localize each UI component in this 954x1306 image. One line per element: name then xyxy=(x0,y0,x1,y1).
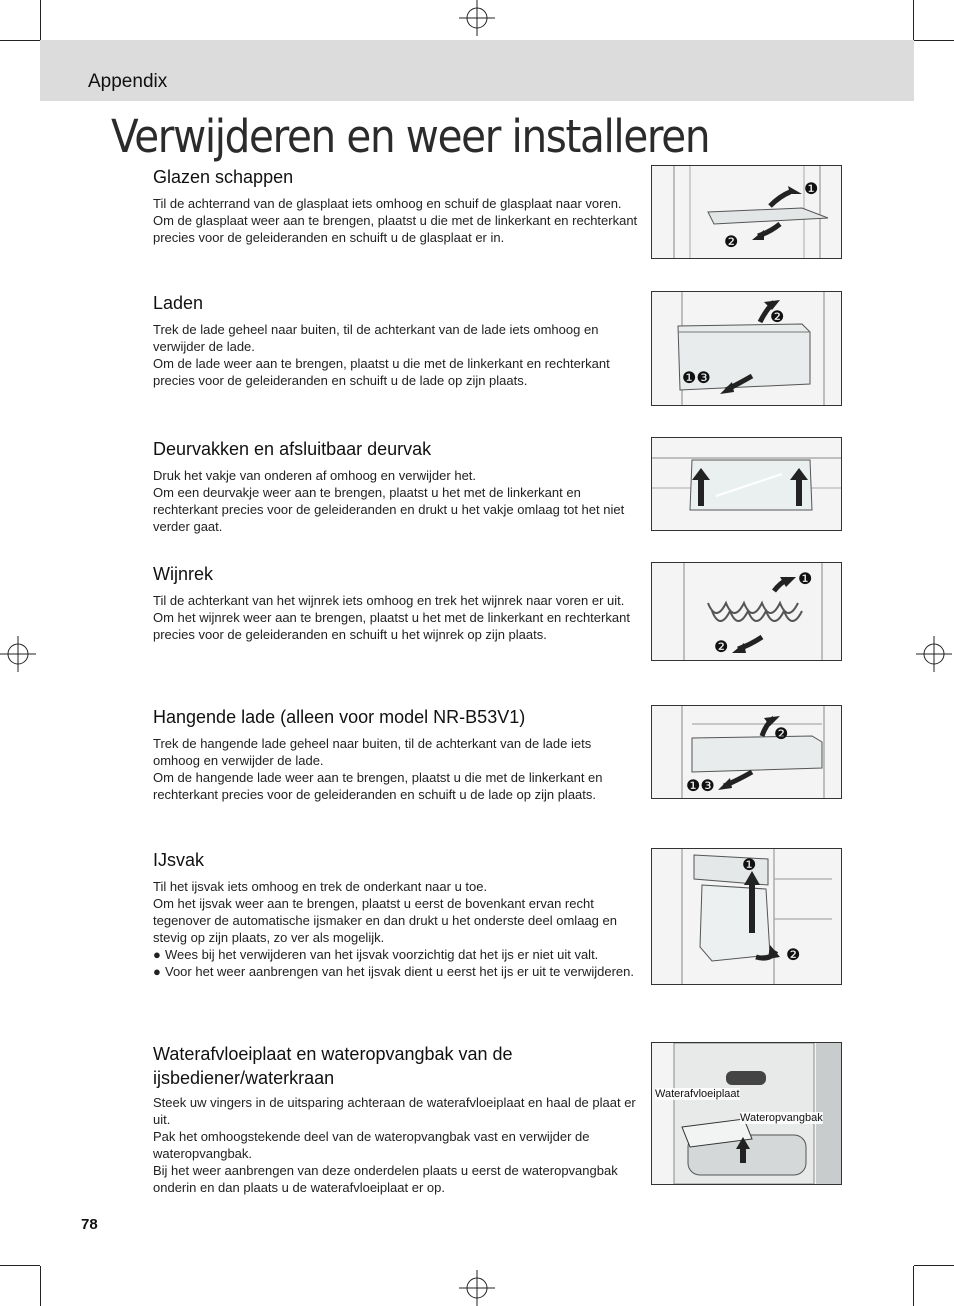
step-marker: ❷ xyxy=(786,947,801,964)
step-marker: ❷ xyxy=(770,309,785,326)
section-paragraph: Til het ijsvak iets omhoog en trek de onderkant naar u toe. xyxy=(153,879,488,894)
section-paragraph: Om de lade weer aan te brengen, plaatst u die met de linkerkant en rechterkant precies voor de geleideranden en schuift u de lade op zijn plaats. xyxy=(153,356,610,388)
registration-mark-left xyxy=(0,636,36,672)
step-marker: ❶ xyxy=(798,571,813,588)
page-title: Verwijderen en weer installeren xyxy=(111,110,710,163)
step-marker: ❷ xyxy=(724,234,739,251)
crop-mark xyxy=(0,1265,40,1266)
section-heading: IJsvak xyxy=(153,850,205,870)
figure-glass-shelf xyxy=(651,165,842,259)
bullet-symbol: ● xyxy=(153,964,161,979)
step-marker: ❷ xyxy=(774,726,789,743)
bullet-item xyxy=(153,946,641,963)
section-paragraph: Om het wijnrek weer aan te brengen, plaatst u het met de linkerkant en rechterkant precies voor de geleideranden en schuift u het wijnrek op zijn plaats. xyxy=(153,610,630,642)
section-heading: Wijnrek xyxy=(153,564,214,584)
figure-wine-rack xyxy=(651,562,842,661)
figure-label-waterafvloeiplaat: Waterafvloeiplaat xyxy=(655,1088,740,1100)
section-paragraph: Pak het omhoogstekende deel van de wateropvangbak vast en verwijder de wateropvangbak. xyxy=(153,1129,590,1161)
figure-water-tray xyxy=(651,1042,842,1185)
section-paragraph: Til de achterrand van de glasplaat iets omhoog en schuif de glasplaat naar voren. xyxy=(153,196,622,211)
section-drawers xyxy=(153,291,641,389)
section-label: Appendix xyxy=(88,71,168,92)
bullet-item xyxy=(153,963,641,980)
crop-mark xyxy=(913,0,914,40)
figure-door-pocket xyxy=(651,437,842,531)
section-paragraph: Om een deurvakje weer aan te brengen, plaatst u het met de linkerkant en rechterkant precies voor de geleideranden en drukt u het vakje omlaag tot het niet verder gaat. xyxy=(153,485,625,534)
section-ice-bin xyxy=(153,848,641,980)
crop-mark xyxy=(40,0,41,40)
section-heading: Deurvakken en afsluitbaar deurvak xyxy=(153,439,432,459)
section-hanging-drawer xyxy=(153,705,641,803)
figure-label-wateropvangbak: Wateropvangbak xyxy=(740,1112,823,1124)
section-paragraph: Druk het vakje van onderen af omhoog en verwijder het. xyxy=(153,468,477,483)
step-marker: ❶❸ xyxy=(682,370,711,387)
section-heading: Laden xyxy=(153,293,204,313)
step-marker: ❶ xyxy=(804,181,819,198)
section-paragraph: Trek de hangende lade geheel naar buiten, til de achterkant van de lade iets omhoog en verwijder de lade. xyxy=(153,736,592,768)
bullet-text: Voor het weer aanbrengen van het ijsvak dient u eerst het ijs er uit te verwijderen. xyxy=(165,964,634,979)
section-door-pockets xyxy=(153,437,641,535)
section-heading xyxy=(153,1042,641,1090)
header-band xyxy=(40,40,914,101)
section-paragraph: Om het ijsvak weer aan te brengen, plaatst u eerst de bovenkant ervan recht tegenover de automatische ijsmaker en dan drukt u het onderste deel omlaag en stevig op zijn plaats, zo ver als mogelijk. xyxy=(153,896,617,945)
figure-hanging-drawer xyxy=(651,705,842,799)
section-glass-shelves xyxy=(153,165,641,246)
crop-mark xyxy=(40,1266,41,1306)
bullet-text: Wees bij het verwijderen van het ijsvak voorzichtig dat het ijs er niet uit valt. xyxy=(165,947,599,962)
page-number: 78 xyxy=(81,1216,98,1233)
section-paragraph: Om de glasplaat weer aan te brengen, plaatst u die met de linkerkant en rechterkant precies voor de geleideranden en schuift u de glasplaat er in. xyxy=(153,213,638,245)
step-marker: ❶❸ xyxy=(686,778,715,795)
section-heading: Hangende lade (alleen voor model NR-B53V1) xyxy=(153,707,526,727)
crop-mark xyxy=(914,40,954,41)
section-paragraph: Trek de lade geheel naar buiten, til de achterkant van de lade iets omhoog en verwijder de lade. xyxy=(153,322,599,354)
section-wine-rack xyxy=(153,562,641,643)
registration-mark-right xyxy=(916,636,952,672)
crop-mark xyxy=(0,40,40,41)
section-paragraph: Til de achterkant van het wijnrek iets omhoog en trek het wijnrek naar voren er uit. xyxy=(153,593,625,608)
step-marker: ❶ xyxy=(742,857,757,874)
step-marker: ❷ xyxy=(714,639,729,656)
section-heading: Glazen schappen xyxy=(153,167,294,187)
bullet-symbol: ● xyxy=(153,947,161,962)
heading-line: Waterafvloeiplaat en wateropvangbak van de xyxy=(153,1044,513,1064)
crop-mark xyxy=(914,1265,954,1266)
heading-line: ijsbediener/waterkraan xyxy=(153,1068,335,1088)
section-paragraph: Bij het weer aanbrengen van deze onderdelen plaats u eerst de wateropvangbak onderin en dan plaats u de waterafvloeiplaat er op. xyxy=(153,1163,618,1195)
crop-mark xyxy=(913,1266,914,1306)
figure-ice-bin xyxy=(651,848,842,985)
registration-mark-top xyxy=(459,0,495,36)
figure-drawer xyxy=(651,291,842,406)
registration-mark-bottom xyxy=(459,1270,495,1306)
section-paragraph: Steek uw vingers in de uitsparing achteraan de waterafvloeiplaat en haal de plaat er uit. xyxy=(153,1095,636,1127)
section-paragraph: Om de hangende lade weer aan te brengen, plaatst u die met de linkerkant en rechterkant precies voor de geleideranden en schuift u de lade op zijn plaats. xyxy=(153,770,603,802)
section-water-tray xyxy=(153,1042,641,1196)
